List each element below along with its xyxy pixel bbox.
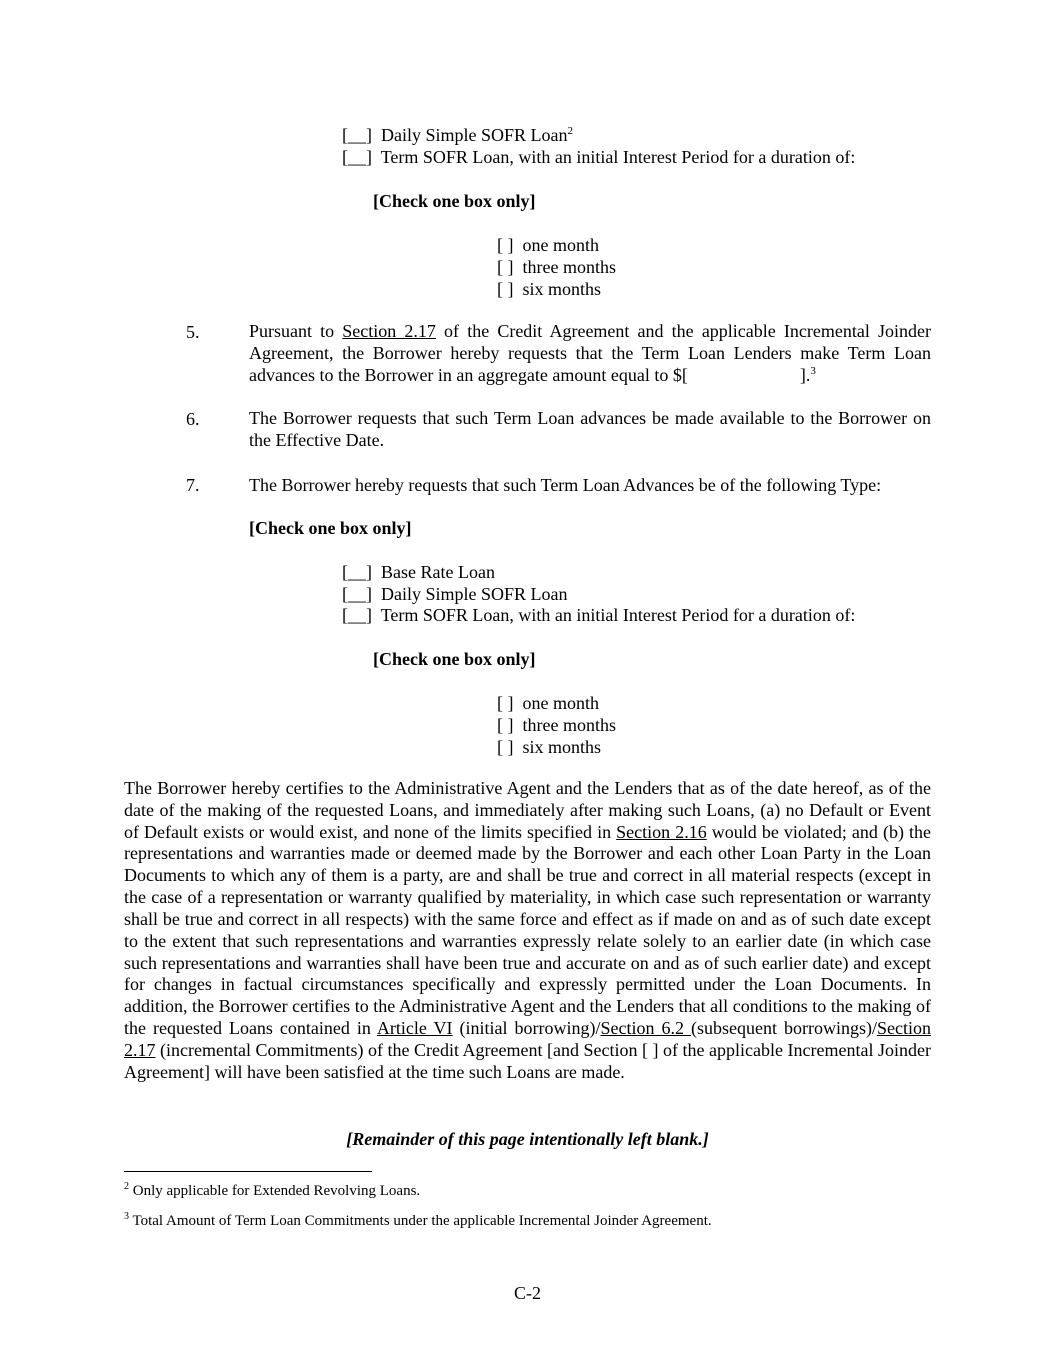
page-number: C-2 — [514, 1283, 541, 1303]
period-label: one month — [522, 693, 599, 713]
checkbox-placeholder: [__] — [342, 605, 372, 625]
check-one-note: [Check one box only] — [373, 191, 536, 211]
type-label: Daily Simple SOFR Loan — [381, 584, 568, 604]
type-option — [342, 583, 568, 605]
checkbox-placeholder: [ ] — [497, 235, 514, 255]
period-label: six months — [522, 279, 602, 299]
paragraph-7: The Borrower hereby requests that such Term Loan Advances be of the following Type: — [249, 475, 882, 495]
text: Pursuant to — [249, 321, 343, 341]
option-label: Daily Simple SOFR Loan — [381, 125, 568, 145]
option-label: Term SOFR Loan, with an initial Interest Period for a duration of: — [380, 147, 856, 167]
type-label: Base Rate Loan — [381, 562, 495, 582]
checkbox-placeholder: [__] — [342, 147, 372, 167]
text: (incremental Commitments) of the Credit Agreement [and Section [ ] of the applicable Incremental Joinder Agreement] will have been satisfied at the time such Loans are made. — [124, 1039, 931, 1082]
text: of the Credit Agreement and the applicable Incremental Joinder Agreement, the Borrower hereby requests that the Term Loan Lenders make Term Loan advances to the Borrower in an aggregate amount equal to $[ — [249, 321, 931, 385]
remainder-note: [Remainder of this page intentionally left blank.] — [346, 1129, 709, 1149]
period-option — [497, 278, 601, 300]
text: (initial borrowing)/ — [452, 1018, 601, 1039]
type-label: Term SOFR Loan, with an initial Interest Period for a duration of: — [380, 605, 856, 625]
checkbox-placeholder: [__] — [342, 125, 372, 145]
text: would be violated; and (b) the representations and warranties made or deemed made by the Borrower and each other Loan Party in the Loan Documents to which any of them is a party, are and shall be true and correct in all material respects (except in the case of a representation or warranty qualified by materiality, in which case such representation or warranty shall be true and correct in all respects) with the same force and effect as if made on and as of such date except to the extent that such representations and warranties expressly relate solely to an earlier date (in which case such representations and warranties shall have been true and accurate on and as of such earlier date) and except for changes in factual circumstances specifically and expressly permitted under the Loan Documents. In addition, the Borrower certifies to the Administrative Agent and the Lenders that all conditions to the making of the requested Loans contained in — [124, 821, 932, 1039]
footnote — [124, 1212, 712, 1230]
footnote-mark: 3 — [124, 1211, 129, 1222]
footnote-ref: 3 — [810, 364, 816, 377]
option-term-sofr — [342, 146, 855, 168]
paragraph-number: 5. — [186, 322, 200, 342]
paragraph-5 — [249, 321, 931, 386]
checkbox-placeholder: [ ] — [497, 279, 514, 299]
check-one-note: [Check one box only] — [373, 649, 536, 669]
section-2-16-link[interactable]: Section 2.16 — [616, 821, 707, 842]
paragraph-number: 7. — [186, 475, 200, 495]
checkbox-placeholder: [__] — [342, 562, 372, 582]
option-daily-simple-sofr — [342, 124, 573, 146]
period-option — [497, 736, 601, 758]
period-label: one month — [522, 235, 599, 255]
footnote-text: Only applicable for Extended Revolving Loans. — [129, 1183, 421, 1199]
article-vi-link[interactable]: Article VI — [376, 1018, 453, 1039]
footnote-ref: 2 — [567, 125, 574, 137]
checkbox-placeholder: [ ] — [497, 737, 514, 757]
text: (subsequent borrowings)/ — [691, 1018, 877, 1039]
period-option — [497, 692, 599, 714]
paragraph-6: The Borrower requests that such Term Loan advances be made available to the Borrower on the Effective Date. — [249, 408, 931, 450]
checkbox-placeholder: [ ] — [497, 715, 514, 735]
check-one-note: [Check one box only] — [249, 518, 412, 538]
period-label: three months — [522, 257, 616, 277]
footnote — [124, 1182, 420, 1200]
paragraph-number: 6. — [186, 409, 200, 429]
footnote-mark: 2 — [124, 1181, 129, 1192]
checkbox-placeholder: [ ] — [497, 257, 514, 277]
section-2-17-link[interactable]: Section 2.17 — [124, 1018, 931, 1060]
period-label: six months — [522, 737, 602, 757]
period-label: three months — [522, 715, 616, 735]
period-option — [497, 234, 599, 256]
period-option — [497, 256, 616, 278]
type-option — [342, 561, 495, 583]
period-option — [497, 714, 616, 736]
footnote-divider — [124, 1171, 372, 1172]
section-2-17-link[interactable]: Section 2.17 — [342, 321, 436, 341]
type-option — [342, 604, 855, 626]
certification-paragraph — [124, 778, 931, 1084]
checkbox-placeholder: [ ] — [497, 693, 514, 713]
text: The Borrower hereby certifies to the Administrative Agent and the Lenders that as of the date hereof, as of the date of the making of the requested Loans, and immediately after making such Loans, (a) no Default or Event of Default exists or would exist, and none of the limits specified in — [124, 778, 931, 842]
checkbox-placeholder: [__] — [342, 584, 372, 604]
footnote-text: Total Amount of Term Loan Commitments under the applicable Incremental Joinder Agreement. — [129, 1213, 712, 1229]
text: ]. — [799, 364, 811, 385]
section-6-2-link[interactable]: Section 6.2 — [600, 1018, 691, 1039]
